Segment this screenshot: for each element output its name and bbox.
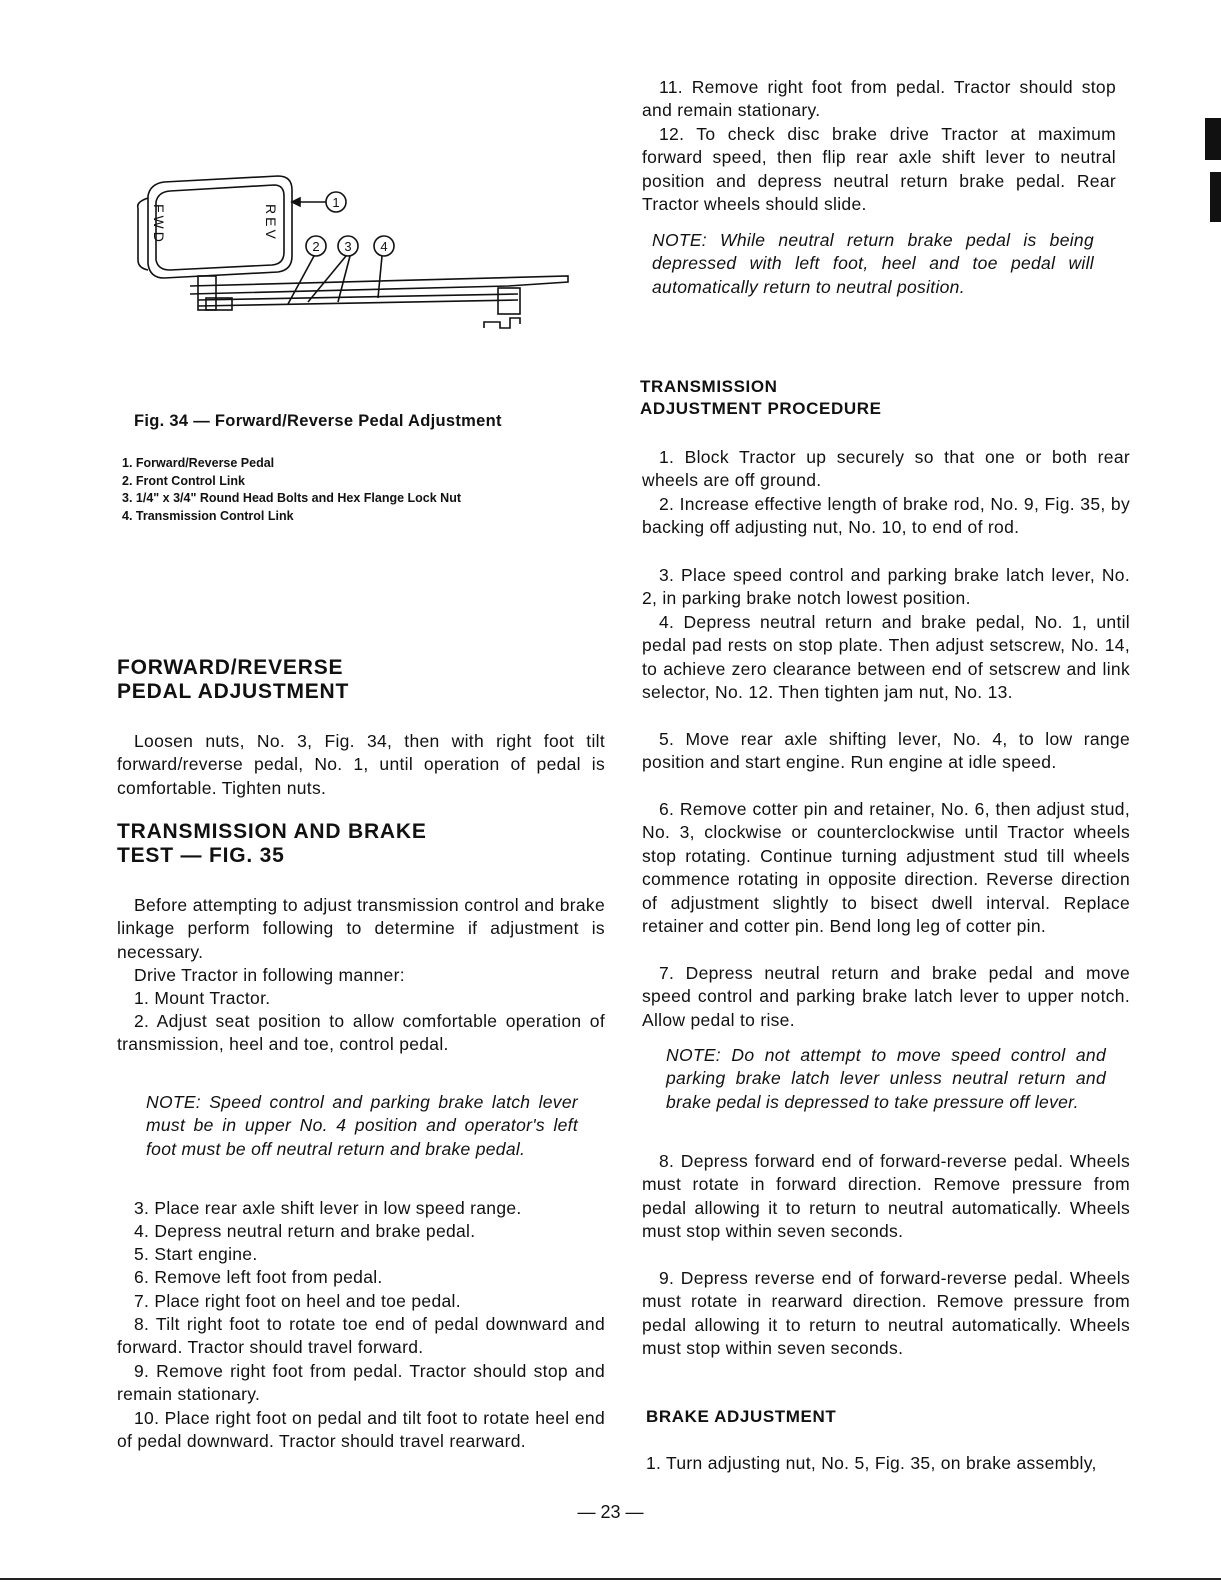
paragraph-loosen: Loosen nuts, No. 3, Fig. 34, then with right foot tilt forward/reverse pedal, No. 1, until operation of pedal is comfortable. Tighten nuts. (117, 731, 605, 798)
step-9: 9. Remove right foot from pedal. Tractor should stop and remain stationary. (117, 1361, 605, 1405)
step-6: 6. Remove left foot from pedal. (134, 1267, 383, 1287)
scan-bottom-line (0, 1578, 1221, 1580)
adjust-step-5: 5. Move rear axle shifting lever, No. 4, to low range position and start engine. Run engine at idle speed. (642, 729, 1130, 773)
adjust-step-3: 3. Place speed control and parking brake latch lever, No. 2, in parking brake notch lowest position. (642, 565, 1130, 609)
step-11: 11. Remove right foot from pedal. Tractor should stop and remain stationary. (642, 77, 1116, 121)
pedal-label-fwd: FWD (151, 204, 167, 245)
step-12: 12. To check disc brake drive Tractor at maximum forward speed, then flip rear axle shift lever to neutral position and depress neutral return brake pedal. Rear Tractor wheels should slide. (642, 124, 1116, 215)
adjust-step-6: 6. Remove cotter pin and retainer, No. 6, then adjust stud, No. 3, clockwise or counterclockwise until Tractor wheels stop rotating. Continue turning adjustment stud till wheels commence rotating in opposite direction. Reverse direction of adjustment slightly to bisect dwell interval. Replace retainer and cotter pin. Bend long leg of cotter pin. (642, 799, 1130, 937)
callout-4-label: 4 (380, 239, 388, 254)
paragraph-drive: Drive Tractor in following manner: (134, 965, 405, 985)
legend-item: 4. Transmission Control Link (122, 508, 294, 523)
adjust-step-9: 9. Depress reverse end of forward-reverse pedal. Wheels must rotate in rearward direction. Remove pressure from pedal allowing it to return to neutral automatically. Wheels must stop within seven seconds. (642, 1268, 1130, 1359)
section-heading-transmission-brake-test: TRANSMISSION AND BRAKE TEST — FIG. 35 (117, 820, 427, 867)
scan-edge-mark (1210, 172, 1221, 222)
step-2: 2. Adjust seat position to allow comfortable operation of transmission, heel and toe, control pedal. (117, 1011, 605, 1055)
brake-step-1: 1. Turn adjusting nut, No. 5, Fig. 35, on brake assembly, (646, 1453, 1097, 1473)
section-heading-brake-adjustment: BRAKE ADJUSTMENT (646, 1407, 837, 1426)
note-do-not-attempt: NOTE: Do not attempt to move speed control and parking brake latch lever unless neutral return and brake pedal is depressed to take pressure off lever. (666, 1045, 1106, 1112)
pedal-label-rev: REV (263, 204, 279, 242)
callout-3-label: 3 (344, 239, 352, 254)
step-7: 7. Place right foot on heel and toe pedal. (134, 1291, 461, 1311)
callout-2-label: 2 (312, 239, 320, 254)
step-1: 1. Mount Tractor. (134, 988, 271, 1008)
legend-item: 3. 1/4" x 3/4" Round Head Bolts and Hex Flange Lock Nut (122, 491, 462, 505)
adjust-step-7: 7. Depress neutral return and brake pedal and move speed control and parking brake latch lever to upper notch. Allow pedal to rise. (642, 963, 1130, 1030)
step-4: 4. Depress neutral return and brake pedal. (134, 1221, 476, 1241)
adjust-step-1: 1. Block Tractor up securely so that one or both rear wheels are off ground. (642, 447, 1130, 491)
figure-caption: Fig. 34 — Forward/Reverse Pedal Adjustment (134, 412, 502, 430)
adjust-step-2: 2. Increase effective length of brake rod, No. 9, Fig. 35, by backing off adjusting nut, No. 10, to end of rod. (642, 494, 1130, 538)
step-5: 5. Start engine. (134, 1244, 258, 1264)
adjust-step-8: 8. Depress forward end of forward-reverse pedal. Wheels must rotate in forward direction. Remove pressure from pedal allowing it to return to neutral automatically. Wheels must stop within seven seconds. (642, 1151, 1130, 1242)
step-3: 3. Place rear axle shift lever in low speed range. (134, 1198, 522, 1218)
figure-legend (122, 455, 602, 525)
paragraph-before: Before attempting to adjust transmission control and brake linkage perform following to determine if adjustment is necessary. (117, 895, 605, 962)
section-heading-forward-reverse: FORWARD/REVERSE PEDAL ADJUSTMENT (117, 656, 350, 703)
note-speed-control: NOTE: Speed control and parking brake latch lever must be in upper No. 4 position and operator's left foot must be off neutral return and brake pedal. (146, 1092, 578, 1159)
legend-item: 2. Front Control Link (122, 473, 245, 488)
pedal-diagram (128, 168, 588, 344)
scan-edge-mark (1205, 118, 1221, 160)
section-heading-transmission-adjustment: TRANSMISSION ADJUSTMENT PROCEDURE (640, 377, 882, 418)
step-8: 8. Tilt right foot to rotate toe end of pedal downward and forward. Tractor should travel forward. (117, 1314, 605, 1358)
adjust-step-4: 4. Depress neutral return and brake pedal, No. 1, until pedal pad rests on stop plate. Then adjust setscrew, No. 14, to achieve zero clearance between end of setscrew and link selector, No. 12. Then tighten jam nut, No. 13. (642, 612, 1130, 703)
legend-item: 1. Forward/Reverse Pedal (122, 456, 275, 470)
note-neutral-return: NOTE: While neutral return brake pedal is being depressed with left foot, heel and toe pedal will automatically return to neutral position. (652, 230, 1094, 297)
step-10: 10. Place right foot on pedal and tilt foot to rotate heel end of pedal downward. Tractor should travel rearward. (117, 1408, 605, 1452)
page-number: — 23 — (577, 1502, 644, 1522)
callout-1-label: 1 (332, 195, 340, 210)
